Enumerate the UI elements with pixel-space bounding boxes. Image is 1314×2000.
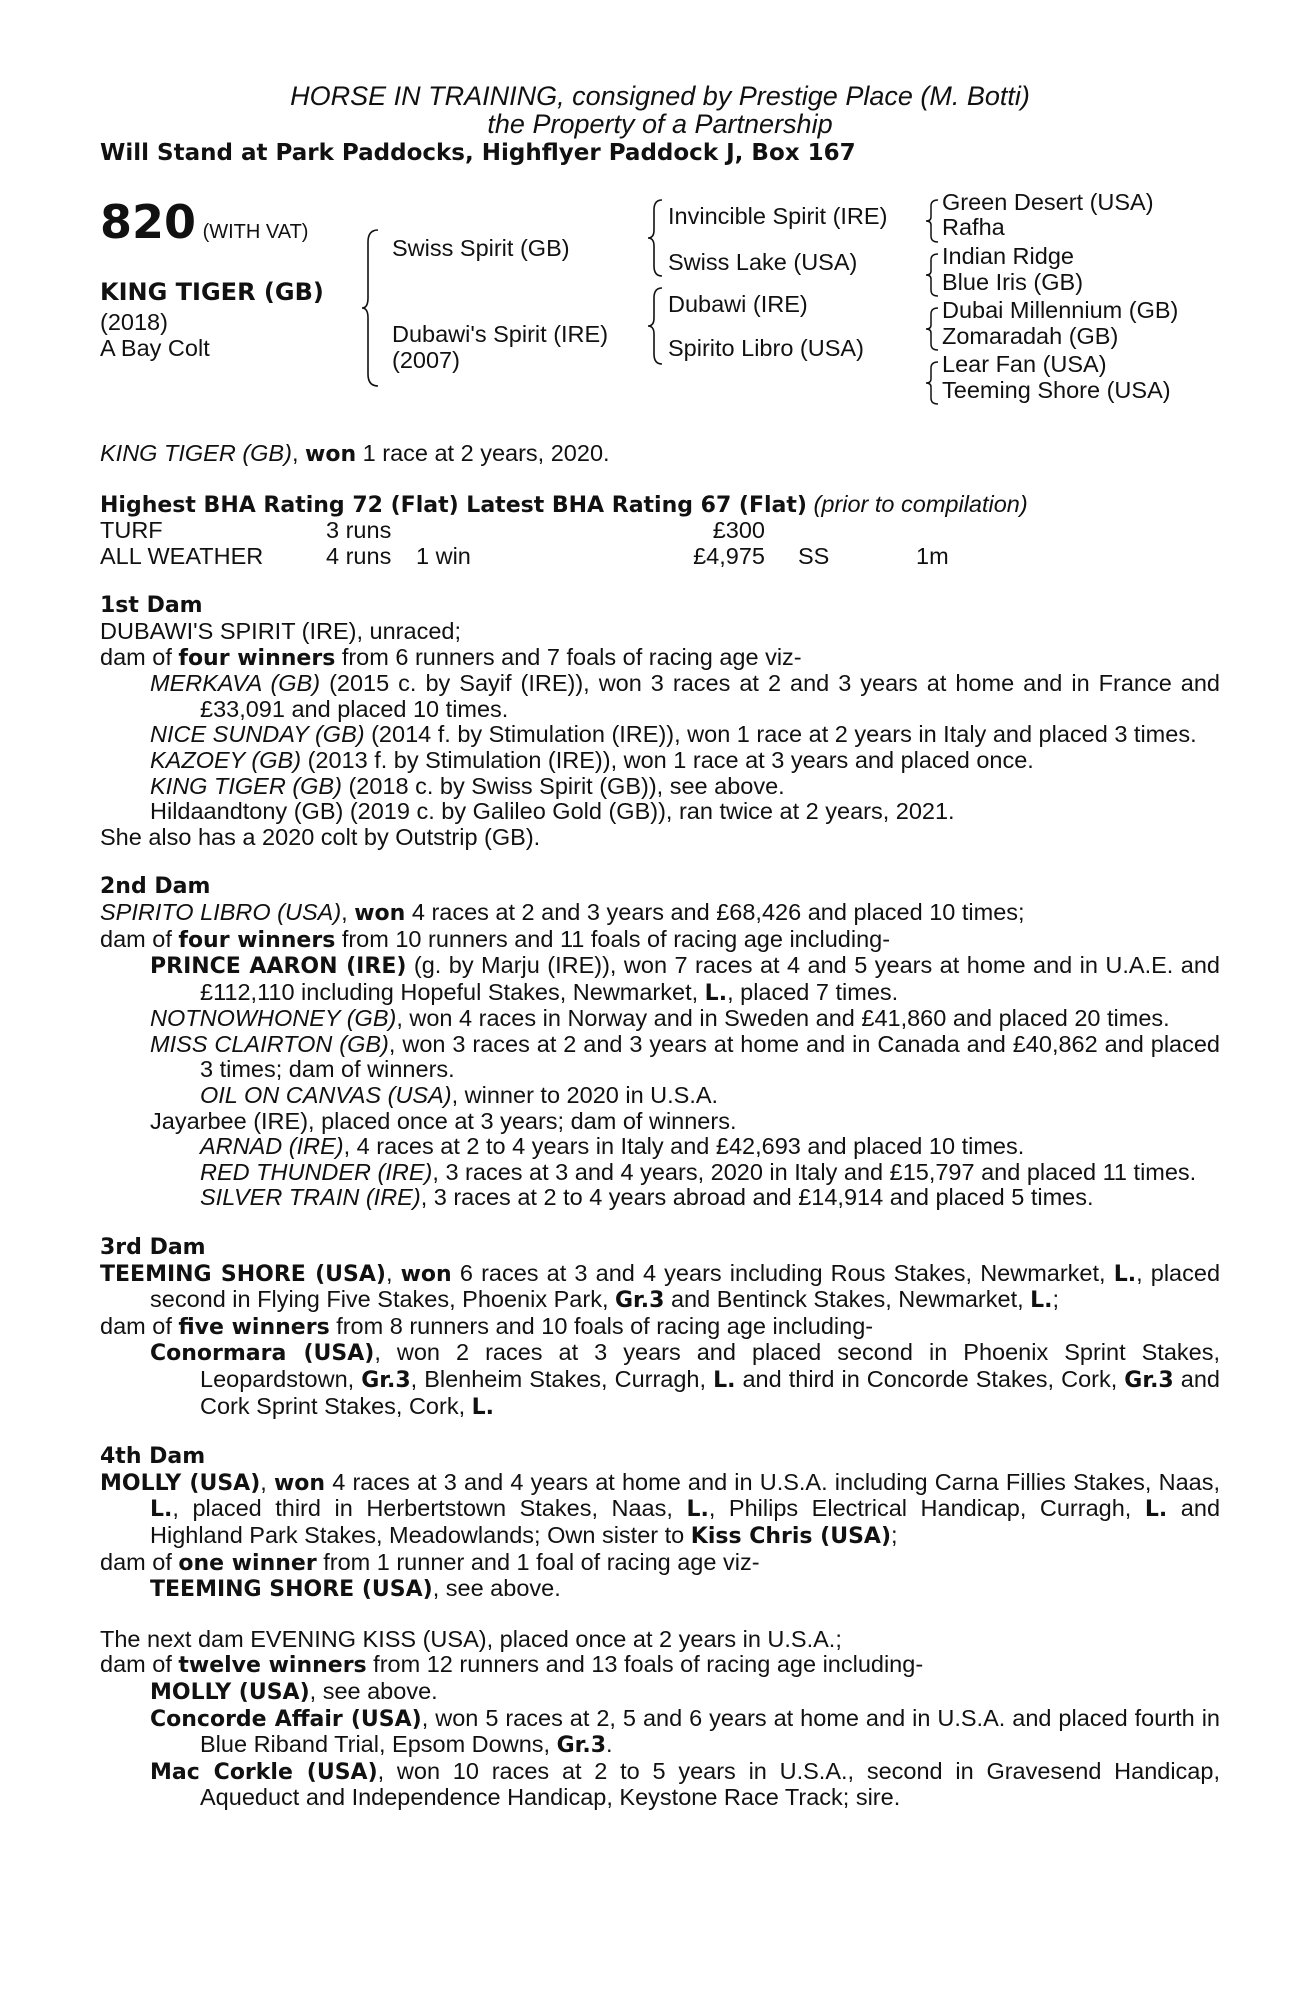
progeny-text: , see above. [432,1575,561,1602]
ownership-line: the Property of a Partnership [487,109,833,139]
progeny-name: Mac Corkle (USA) [150,1759,378,1785]
grandprogeny-name: RED THUNDER (IRE) [200,1158,433,1185]
lot-number-line [100,195,309,249]
horse-year: (2018) [100,309,168,335]
grandprogeny-text: , 3 races at 2 to 4 years abroad and £14,914 and placed 5 times. [420,1184,1094,1211]
progeny-text: , see above. [309,1677,438,1704]
second-dam-heading: 2nd Dam [100,874,211,900]
progeny-entry [100,774,1220,800]
progeny-entry [100,1759,1220,1811]
horse-description: A Bay Colt [100,335,210,361]
ratings-note: (prior to compilation) [813,490,1028,517]
pedigree-brace [362,228,382,388]
won-label: won [400,1261,452,1287]
text: ; [1052,1286,1060,1313]
text: and Bentinck Stakes, Newmarket, [664,1286,1031,1313]
text: 4 races at 3 and 4 years at home and in U.S.A. including Carna Fillies Stakes, Naas, [325,1468,1220,1495]
catalogue-page [100,82,1220,1811]
group-label: Gr.3 [556,1733,607,1759]
grandprogeny-entry [100,1134,1220,1160]
text: 4 races at 2 and 3 years and £68,426 and placed 10 times; [405,898,1025,925]
fourth-dam-produce-line [100,1550,1220,1577]
dam-name: MOLLY (USA) [100,1470,261,1496]
pedigree-block [100,189,1220,423]
progeny-text: (2014 f. by Stimulation (IRE)), won 1 race at 2 years in Italy and placed 3 times. [364,721,1197,748]
text: from 1 runner and 1 foal of racing age viz- [316,1548,760,1575]
text: , [385,1259,401,1286]
winners-count: five winners [178,1314,330,1340]
record-money: £4,975 [693,542,765,569]
text: dam of [100,1312,179,1339]
next-dam-line: The next dam EVENING KISS (USA), placed once at 2 years in U.S.A.; [100,1625,842,1652]
ss-sire: Green Desert (USA) [942,189,1154,215]
grandprogeny-entry [100,1160,1220,1186]
text: dam of [100,1651,179,1678]
text: and Highland Park Stakes, Meadowlands; Own sister to [150,1495,1221,1548]
pedigree-brace [926,252,940,298]
ratings-line [100,492,1220,519]
progeny-text: , won 3 races at 2 and 3 years at home and in Canada and £40,862 and placed 3 times; dam of winners. [200,1030,1220,1083]
text: , Philips Electrical Handicap, Curragh, [708,1495,1145,1522]
grandprogeny-entry [100,1185,1220,1211]
grandprogeny-name: ARNAD (IRE) [200,1133,344,1160]
dam-year: (2007) [392,347,460,373]
text: dam of [100,925,179,952]
text: , [341,898,355,925]
grandprogeny-text: , 4 races at 2 to 4 years in Italy and £42,693 and placed 10 times. [343,1133,1025,1160]
listed-label: L. [686,1497,709,1523]
pedigree-brace [926,360,940,406]
dam-name: SPIRITO LIBRO (USA) [100,898,342,925]
group-label: Gr.3 [361,1368,411,1393]
progeny-entry [100,722,1220,748]
summary-won: won [305,442,357,467]
grandprogeny-text: , 3 races at 3 and 4 years, 2020 in Italy and £15,797 and placed 11 times. [432,1158,1197,1185]
listed-label: L. [150,1497,173,1523]
text: , [260,1468,274,1495]
sire: Swiss Spirit (GB) [392,235,570,261]
progeny-name: NICE SUNDAY (GB) [150,721,365,748]
text: from 12 runners and 13 foals of racing age including- [366,1651,924,1678]
progeny-text: , won 4 races in Norway and in Sweden and £41,860 and placed 20 times. [396,1005,1170,1032]
record-runs: 3 runs [326,517,392,544]
record-surface: TURF [100,517,163,544]
progeny-entry [100,1706,1220,1759]
sd-sire: Indian Ridge [942,243,1074,269]
sire-sire: Invincible Spirit (IRE) [668,203,888,229]
bha-ratings: Highest BHA Rating 72 (Flat) Latest BHA Rating 67 (Flat) [100,492,807,518]
progeny-entry [100,1679,1220,1706]
progeny-text: , placed 7 times. [727,978,899,1005]
dam: Dubawi's Spirit (IRE) [392,321,609,347]
won-label: won [354,900,406,926]
progeny-name: MERKAVA (GB) [150,670,321,697]
listed-label: L. [713,1368,736,1393]
progeny-entry: Jayarbee (IRE), placed once at 3 years; dam of winners. [150,1107,737,1134]
progeny-entry [100,953,1220,1006]
progeny-entry: Hildaandtony (GB) (2019 c. by Galileo Gold (GB)), ran twice at 2 years, 2021. [150,798,955,825]
text: from 8 runners and 10 foals of racing age including- [329,1312,874,1339]
first-dam-note: She also has a 2020 colt by Outstrip (GB). [100,823,541,850]
listed-label: L. [704,980,728,1006]
progeny-text: (g. by Marju (IRE)), won 7 races at 4 and 5 years at home and in U.A.E. and £112,110 including Hopeful Stakes, Newmarket, [200,952,1221,1005]
racing-record [100,518,1220,569]
record-going: SS [798,542,830,569]
sd-dam: Blue Iris (GB) [942,269,1084,295]
progeny-entry [100,671,1220,722]
group-label: Gr.3 [1124,1368,1174,1393]
listed-label: L. [1113,1261,1137,1287]
sire-dam: Swiss Lake (USA) [668,249,858,275]
text: , placed second in Flying Five Stakes, Phoenix Park, [150,1259,1221,1313]
second-dam-produce-line [100,927,1220,954]
progeny-entry [100,1576,1220,1603]
progeny-entry [100,748,1220,774]
text: ; [891,1521,898,1548]
progeny-name: NOTNOWHONEY (GB) [150,1005,397,1032]
progeny-name: KAZOEY (GB) [150,746,302,773]
third-dam-heading: 3rd Dam [100,1235,206,1261]
progeny-text: (2013 f. by Stimulation (IRE)), won 1 race at 3 years and placed once. [301,746,1034,773]
progeny-entry [100,1032,1220,1083]
fourth-dam-line [100,1470,1220,1550]
won-label: won [273,1470,326,1496]
text: from 10 runners and 11 foals of racing age including- [335,925,891,952]
consignment-line: HORSE IN TRAINING, consigned by Prestige Place (M. Botti) [290,81,1030,111]
progeny-text: (2018 c. by Swiss Spirit (GB)), see above. [341,772,785,799]
dam-name: TEEMING SHORE (USA) [100,1261,386,1287]
summary-horse-name: KING TIGER (GB) [100,440,292,466]
race-summary: KING TIGER (GB), won 1 race at 2 years, 2020. [100,440,610,467]
text: dam of [100,643,179,670]
grandprogeny-entry [100,1083,1220,1109]
first-dam-produce-line [100,645,1220,672]
listed-label: L. [1030,1288,1053,1314]
text: , placed third in Herbertstown Stakes, Naas, [172,1495,687,1522]
pedigree-brace [648,198,666,278]
first-dam-name: DUBAWI'S SPIRIT (IRE), unraced; [100,617,461,644]
text: from 6 runners and 7 foals of racing age viz- [335,643,802,670]
dd-dam: Teeming Shore (USA) [942,377,1171,403]
grandprogeny-name: OIL ON CANVAS (USA) [200,1082,452,1109]
second-dam-line [100,900,1220,927]
grandprogeny-name: SILVER TRAIN (IRE) [200,1184,421,1211]
progeny-text: , Blenheim Stakes, Curragh, [410,1366,714,1392]
record-runs: 4 runs [326,542,392,569]
winners-count: four winners [178,645,336,671]
progeny-text: and Cork Sprint Stakes, Cork, [200,1366,1220,1419]
listed-label: L. [471,1394,495,1420]
record-money: £300 [712,517,765,544]
winners-count: one winner [178,1550,317,1576]
progeny-text: , won 5 races at 2, 5 and 6 years at home and in U.S.A. and placed fourth in Blue Riband Trial, Epsom Downs, [200,1704,1221,1758]
record-row [100,518,1220,544]
listed-label: L. [1144,1497,1168,1523]
winners-count: twelve winners [178,1653,367,1679]
dam-sire: Dubawi (IRE) [668,291,808,317]
pedigree-brace [926,198,940,244]
progeny-entry [100,1340,1220,1420]
progeny-name: MISS CLAIRTON (GB) [150,1030,389,1057]
progeny-text: (2015 c. by Sayif (IRE)), won 3 races at 2 and 3 years at home and in France and £33,091 and placed 10 times. [200,670,1220,722]
next-dam-produce-line [100,1652,1220,1679]
record-surface: ALL WEATHER [100,542,264,569]
ss-dam: Rafha [942,214,1005,240]
group-label: Gr.3 [615,1288,665,1314]
first-dam-heading: 1st Dam [100,593,203,619]
third-dam-line [100,1261,1220,1314]
record-distance: 1m [916,542,949,569]
dam-dam: Spirito Libro (USA) [668,335,864,361]
pedigree-brace [648,286,666,366]
fourth-dam-heading: 4th Dam [100,1444,206,1470]
grandprogeny-text: , winner to 2020 in U.S.A. [451,1082,719,1109]
progeny-name: Conormara (USA) [150,1341,375,1367]
vat-note: (WITH VAT) [202,221,309,243]
progeny-name: PRINCE AARON (IRE) [150,954,407,980]
progeny-text: , won 10 races at 2 to 5 years in U.S.A., second in Gravesend Handicap, Aqueduct and Independence Handicap, Keystone Race Track; sire. [200,1757,1220,1811]
progeny-entry [100,1006,1220,1032]
horse-name: KING TIGER (GB) [100,278,324,306]
ds-sire: Dubai Millennium (GB) [942,297,1179,323]
progeny-text: and third in Concorde Stakes, Cork, [735,1366,1125,1392]
summary-text: 1 race at 2 years, 2020. [362,440,610,466]
dd-sire: Lear Fan (USA) [942,351,1107,377]
progeny-name: TEEMING SHORE (USA) [150,1577,433,1603]
winners-count: four winners [178,927,336,953]
progeny-name: MOLLY (USA) [150,1679,310,1705]
progeny-name: KING TIGER (GB) [150,772,342,799]
text: 6 races at 3 and 4 years including Rous Stakes, Newmarket, [451,1259,1114,1286]
progeny-text: , won 2 races at 3 years and placed second in Phoenix Sprint Stakes, Leopardstown, [200,1339,1220,1392]
progeny-name: Concorde Affair (USA) [150,1706,422,1732]
sister-name: Kiss Chris (USA) [690,1523,891,1549]
record-wins: 1 win [416,542,471,569]
pedigree-brace [926,306,940,352]
lot-number: 820 [100,195,197,249]
stabling-line: Will Stand at Park Paddocks, Highflyer Paddock J, Box 167 [100,140,856,166]
progeny-text: . [606,1731,613,1758]
ds-dam: Zomaradah (GB) [942,323,1119,349]
record-row [100,544,1220,570]
text: dam of [100,1548,179,1575]
third-dam-produce-line [100,1314,1220,1341]
